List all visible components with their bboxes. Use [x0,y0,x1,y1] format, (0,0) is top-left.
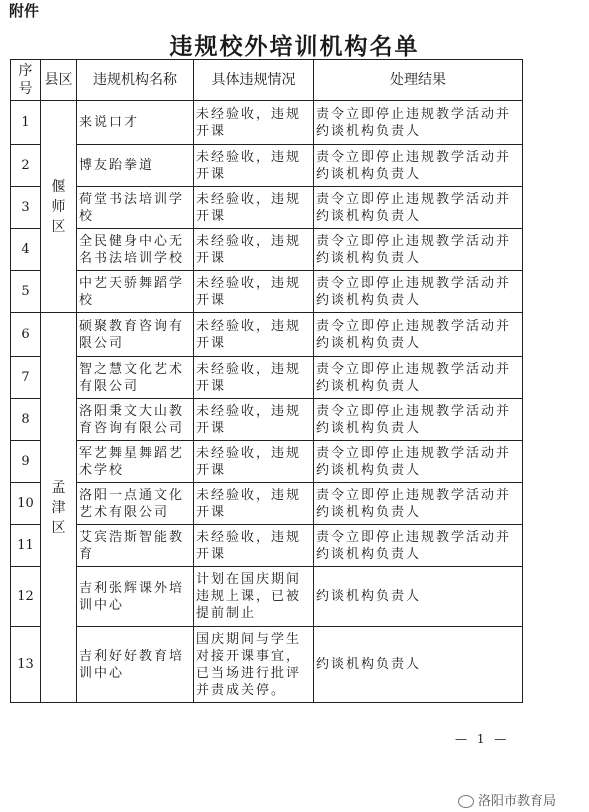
table-row [11,627,523,703]
violation-detail: 未经验收，违规开课 [194,313,314,357]
table-row [11,525,523,567]
handling-result: 责令立即停止违规教学活动并约谈机构负责人 [314,357,523,399]
violations-table [10,59,523,703]
handling-result: 责令立即停止违规教学活动并约谈机构负责人 [314,229,523,271]
table-header-row [11,60,523,101]
header-seq: 序号 [11,60,41,101]
table-row [11,145,523,187]
attachment-label: 附件 [9,2,40,20]
violation-detail: 未经验收，违规开课 [194,525,314,567]
header-name: 违规机构名称 [77,60,194,101]
institution-name: 荷堂书法培训学校 [77,187,194,229]
institution-name: 硕聚教育咨询有限公司 [77,313,194,357]
row-number: 3 [11,187,41,229]
watermark-text: 洛阳市教育局 [478,794,557,809]
row-number: 1 [11,101,41,145]
handling-result: 责令立即停止违规教学活动并约谈机构负责人 [314,483,523,525]
watermark [458,790,556,809]
table-row [11,229,523,271]
header-county: 县区 [41,60,77,101]
table-row [11,313,523,357]
page-number: — 1 — [455,732,510,746]
handling-result: 责令立即停止违规教学活动并约谈机构负责人 [314,525,523,567]
violation-detail: 国庆期间与学生对接开课事宜，已当场进行批评并责成关停。 [194,627,314,703]
table-row [11,271,523,313]
violation-detail: 未经验收，违规开课 [194,101,314,145]
handling-result: 责令立即停止违规教学活动并约谈机构负责人 [314,313,523,357]
institution-name: 艾宾浩斯智能教育 [77,525,194,567]
institution-name: 吉利张辉课外培训中心 [77,567,194,627]
county-label: 偃师区 [51,178,66,235]
violation-detail: 未经验收，违规开课 [194,229,314,271]
violation-detail: 未经验收，违规开课 [194,145,314,187]
institution-name: 智之慧文化艺术有限公司 [77,357,194,399]
table-row [11,101,523,145]
handling-result: 责令立即停止违规教学活动并约谈机构负责人 [314,101,523,145]
row-number: 11 [11,525,41,567]
table-row [11,187,523,229]
handling-result: 责令立即停止违规教学活动并约谈机构负责人 [314,441,523,483]
row-number: 7 [11,357,41,399]
handling-result: 责令立即停止违规教学活动并约谈机构负责人 [314,399,523,441]
institution-name: 洛阳一点通文化艺术有限公司 [77,483,194,525]
header-violation: 具体违规情况 [194,60,314,101]
violation-detail: 未经验收，违规开课 [194,441,314,483]
violation-detail: 未经验收，违规开课 [194,271,314,313]
table-row [11,441,523,483]
institution-name: 吉利好好教育培训中心 [77,627,194,703]
violation-detail: 未经验收，违规开课 [194,357,314,399]
row-number: 4 [11,229,41,271]
institution-name: 洛阳秉文大山教育咨询有限公司 [77,399,194,441]
county-label: 孟津区 [51,479,66,536]
row-number: 2 [11,145,41,187]
row-number: 8 [11,399,41,441]
table-row [11,567,523,627]
institution-name: 军艺舞星舞蹈艺术学校 [77,441,194,483]
table-body [11,101,523,703]
header-result: 处理结果 [314,60,523,101]
violation-detail: 未经验收，违规开课 [194,399,314,441]
row-number: 9 [11,441,41,483]
violation-detail: 未经验收，违规开课 [194,483,314,525]
handling-result: 责令立即停止违规教学活动并约谈机构负责人 [314,271,523,313]
county-cell [41,101,77,313]
row-number: 13 [11,627,41,703]
handling-result: 责令立即停止违规教学活动并约谈机构负责人 [314,187,523,229]
institution-name: 中艺天骄舞蹈学校 [77,271,194,313]
document-title: 违规校外培训机构名单 [169,34,420,60]
table-row [11,357,523,399]
handling-result: 责令立即停止违规教学活动并约谈机构负责人 [314,145,523,187]
row-number: 5 [11,271,41,313]
row-number: 10 [11,483,41,525]
wechat-icon [458,795,474,808]
institution-name: 博友跆拳道 [77,145,194,187]
table-row [11,399,523,441]
institution-name: 全民健身中心无名书法培训学校 [77,229,194,271]
violation-detail: 未经验收，违规开课 [194,187,314,229]
row-number: 6 [11,313,41,357]
institution-name: 来说口才 [77,101,194,145]
handling-result: 约谈机构负责人 [314,627,523,703]
county-cell [41,313,77,703]
handling-result: 约谈机构负责人 [314,567,523,627]
violation-detail: 计划在国庆期间违规上课，已被提前制止 [194,567,314,627]
table-row [11,483,523,525]
row-number: 12 [11,567,41,627]
